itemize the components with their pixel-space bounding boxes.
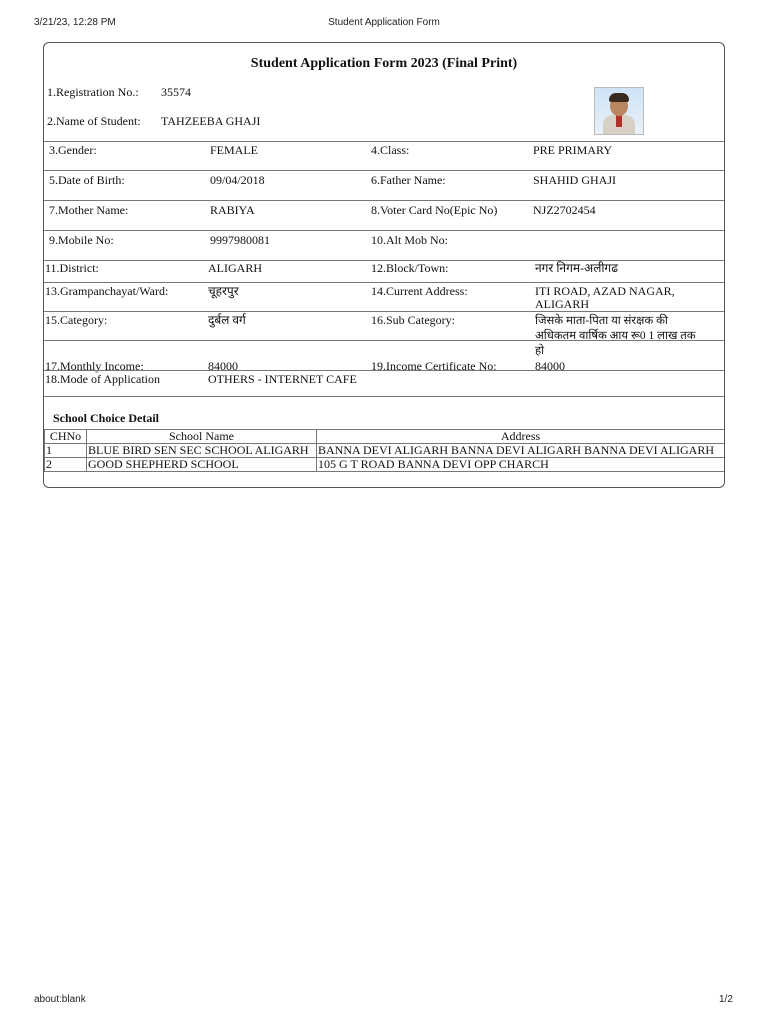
- sub-category-label: 16.Sub Category:: [371, 313, 455, 327]
- print-page-title: Student Application Form: [328, 17, 440, 28]
- voter-card-label: 8.Voter Card No(Epic No): [371, 203, 498, 217]
- dob-label: 5.Date of Birth:: [49, 173, 125, 187]
- row-divider: [44, 396, 724, 397]
- mother-name-value: RABIYA: [210, 203, 255, 217]
- mode-value: OTHERS - INTERNET CAFE: [208, 372, 357, 386]
- school-name: GOOD SHEPHERD SCHOOL: [87, 458, 317, 472]
- row-divider: [44, 230, 724, 231]
- form-title: Student Application Form 2023 (Final Print): [250, 56, 518, 71]
- mode-label: 18.Mode of Application: [45, 372, 160, 386]
- grampanchayat-label: 13.Grampanchayat/Ward:: [45, 284, 169, 298]
- student-name-value: TAHZEEBA GHAJI: [161, 114, 261, 128]
- school-choice-heading: School Choice Detail: [53, 411, 159, 425]
- grampanchayat-value: चूहरपुर: [208, 284, 239, 298]
- district-value: ALIGARH: [208, 261, 262, 275]
- monthly-income-label: 17.Monthly Income:: [45, 359, 144, 373]
- gender-label: 3.Gender:: [49, 143, 97, 157]
- row-divider: [44, 340, 724, 341]
- school-name: BLUE BIRD SEN SEC SCHOOL ALIGARH: [87, 444, 317, 458]
- row-divider: [44, 200, 724, 201]
- choice-number: 1: [45, 444, 87, 458]
- row-divider: [44, 170, 724, 171]
- student-name-label: 2.Name of Student:: [47, 114, 141, 128]
- table-row: [45, 458, 725, 472]
- column-header: School Name: [87, 430, 317, 444]
- income-certificate-value: 84000: [535, 359, 565, 373]
- row-divider: [44, 370, 724, 371]
- school-choice-table: [44, 429, 725, 472]
- school-address: 105 G T ROAD BANNA DEVI OPP CHARCH: [317, 458, 725, 472]
- father-name-value: SHAHID GHAJI: [533, 173, 616, 187]
- print-datetime: 3/21/23, 12:28 PM: [34, 17, 116, 28]
- district-label: 11.District:: [45, 261, 99, 275]
- alt-mobile-label: 10.Alt Mob No:: [371, 233, 449, 247]
- current-address-label: 14.Current Address:: [371, 284, 468, 298]
- category-value: दुर्बल वर्ग: [208, 313, 246, 327]
- registration-label: 1.Registration No.:: [47, 85, 139, 99]
- row-divider: [44, 311, 724, 312]
- choice-number: 2: [45, 458, 87, 472]
- class-label: 4.Class:: [371, 143, 410, 157]
- block-town-label: 12.Block/Town:: [371, 261, 449, 275]
- row-divider: [44, 141, 724, 142]
- income-certificate-label: 19.Income Certificate No:: [371, 359, 497, 373]
- registration-value: 35574: [161, 85, 191, 99]
- application-form: [43, 42, 725, 488]
- mother-name-label: 7.Mother Name:: [49, 203, 129, 217]
- category-label: 15.Category:: [45, 313, 108, 327]
- sub-category-value: जिसके माता-पिता या संरक्षक की अधिकतम वार्षिक आय रू0 1 लाख तक हो: [535, 315, 696, 357]
- table-header-row: [45, 430, 725, 444]
- column-header: Address: [317, 430, 725, 444]
- school-address: BANNA DEVI ALIGARH BANNA DEVI ALIGARH BANNA DEVI ALIGARH: [317, 444, 725, 458]
- print-url: about:blank: [34, 994, 86, 1005]
- mobile-label: 9.Mobile No:: [49, 233, 114, 247]
- row-divider: [44, 282, 724, 283]
- dob-value: 09/04/2018: [210, 173, 265, 187]
- monthly-income-value: 84000: [208, 359, 238, 373]
- print-page-number: 1/2: [719, 994, 733, 1005]
- current-address-value: ITI ROAD, AZAD NAGAR, ALIGARH: [535, 284, 675, 311]
- voter-card-value: NJZ2702454: [533, 203, 596, 217]
- table-row: [45, 444, 725, 458]
- column-header: CHNo: [45, 430, 87, 444]
- gender-value: FEMALE: [210, 143, 258, 157]
- mobile-value: 9997980081: [210, 233, 270, 247]
- class-value: PRE PRIMARY: [533, 143, 613, 157]
- student-photo: [594, 87, 644, 135]
- father-name-label: 6.Father Name:: [371, 173, 446, 187]
- block-town-value: नगर निगम-अलीगढ: [535, 261, 618, 275]
